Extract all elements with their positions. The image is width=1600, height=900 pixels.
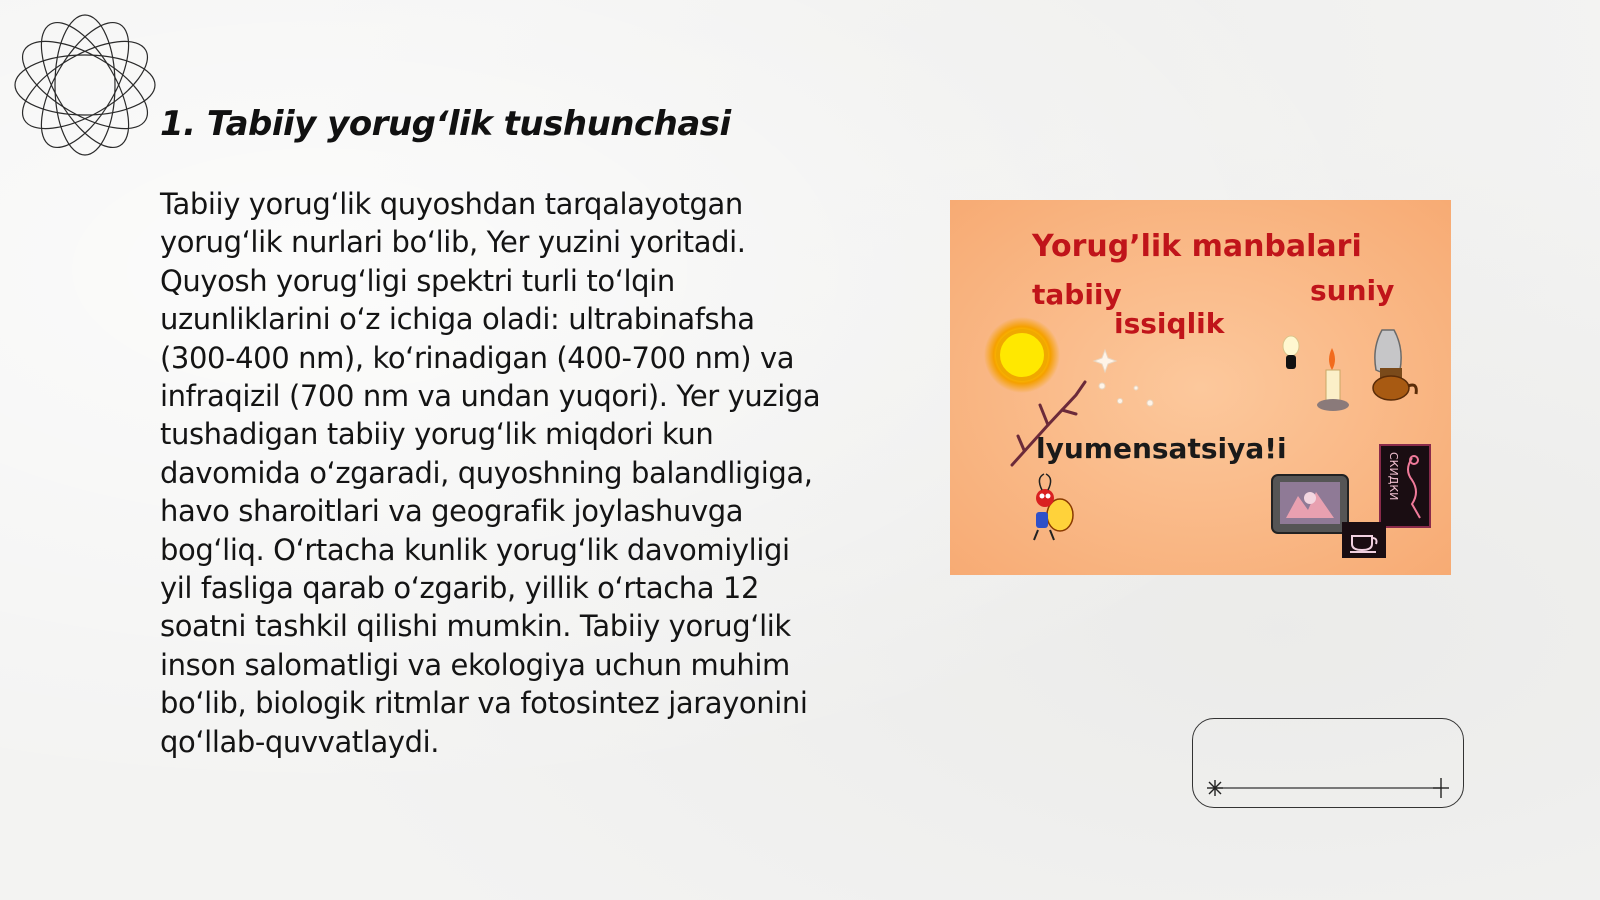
label-luminescence: lyumensatsiya!i [1036, 432, 1287, 465]
decorative-orbit-icon [10, 10, 160, 160]
neon-sign-icon [1380, 445, 1430, 527]
label-artificial: suniy [1310, 274, 1395, 307]
light-sources-picture [950, 200, 1451, 575]
tv-icon [1272, 475, 1348, 533]
sun-icon [984, 317, 1060, 393]
label-heat: issiqlik [1114, 307, 1225, 340]
sparkle-icon [1207, 780, 1223, 796]
slide-title: 1. Tabiiy yorug‘lik tushunchasi [160, 104, 731, 144]
neon-sign-text: СКИДКИ [1387, 452, 1400, 501]
star-icon [1433, 778, 1449, 798]
cup-icon [1342, 522, 1386, 558]
label-natural: tabiiy [1032, 278, 1122, 311]
picture-heading: Yorug’lik manbalari [1032, 229, 1362, 264]
slide-body-text: Tabiiy yorug‘lik quyoshdan tarqalayotgan yorug‘lik nurlari bo‘lib, Yer yuzini yoritadi. Quyosh yorug‘ligi spektri turli to‘lqin uzunliklarini o‘z ichiga oladi: ultrabinafsha (300-400 nm), ko‘rinadigan (400-700 nm) va infraqizil (700 nm va undan yuqori). Yer yuziga tushadigan tabiiy yorug‘lik miqdori kun davomida o‘zgaradi, quyoshning balandligiga, havo sharoitlari va geografik joylashuvga bog‘liq. O‘rtacha kunlik yorug‘lik davomiyligi yil fasliga qarab o‘zgarib, yillik o‘rtacha 12 soatni tashkil qilishi mumkin. Tabiiy yorug‘lik inson salomatligi va ekologiya uchun muhim bo‘lib, biologik ritmlar va fotosintez jarayonini qo‘llab-quvvatlaydi. [160, 187, 821, 759]
decorative-frame [1192, 718, 1464, 808]
